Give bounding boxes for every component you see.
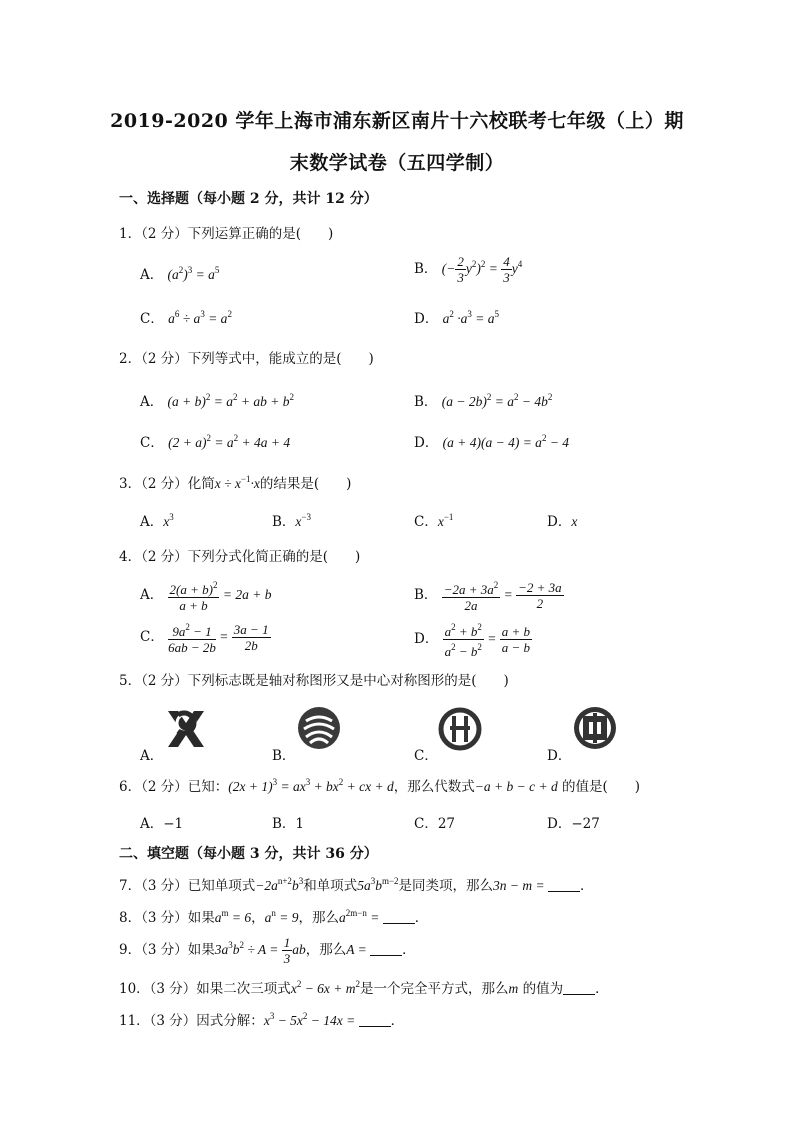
question-6-option-b[interactable]: B．1 [272,816,305,832]
question-5-option-c[interactable]: C． [414,748,438,764]
question-1-option-d[interactable]: D． $a^2 \cdot a^3 = a^5$ [414,309,499,327]
question-2-option-d[interactable]: D． $(a + 4)(a - 4) = a^2 - 4$ [414,433,570,451]
question-3-option-b[interactable]: B．$x^{-3}$ [272,512,311,530]
question-1-option-b[interactable]: B． (− $\frac{2}{3}$ $y^2)^2$ = $\frac{4}{3}$ $y^4$ [414,254,523,285]
section-heading-choice: 一、选择题（每小题 2 分，共计 12 分） [119,191,378,207]
question-6-stem: 6．（2 分）已知：$(2x + 1)^3 = ax^3 + bx^2$ + cx + d，那么代数式−a + b − c + d 的值是( ) [119,777,641,795]
question-1-option-a[interactable]: A． $(a^2)^3 = a^5$ [140,265,220,283]
question-6-option-a[interactable]: A．−1 [140,816,184,832]
question-9-stem: 9．（3 分）如果$3a^3b^2 \div A$ = $\frac{1}{3}$ ab，那么A = ． [119,935,416,966]
question-3-option-d[interactable]: D．x [547,514,578,530]
question-2-stem: 2．（2 分）下列等式中，能成立的是( ) [119,351,374,367]
question-1-option-c[interactable]: C． $a^6 \div a^3 = a^2$ [140,309,232,327]
question-4-stem: 4．（2 分）下列分式化简正确的是( ) [119,549,361,565]
question-5-option-a[interactable]: A． [140,748,164,764]
question-3-stem: 3．（2 分）化简$x \div x^{-1}\cdot x$的结果是( ) [119,474,352,492]
question-4-option-a[interactable]: A． $\frac{2(a + b)^2}{a + b}$ = 2a + b [140,580,272,613]
question-2-option-a[interactable]: A． $(a + b)^2 = a^2$ + ab + $b^2$ [140,392,295,410]
question-4-option-b[interactable]: B． $\frac{-2a + 3a^2}{2a}$ = $\frac{-2 + 3a}{2}$ [414,580,562,613]
question-8-stem: 8．（3 分）如果$a^m = 6$，$a^n = 9$，那么$a^{2m-n}$ = ． [119,908,429,926]
section-heading-fill: 二、填空题（每小题 3 分，共计 36 分） [119,846,378,862]
logo-d-icon [572,705,618,751]
question-2-option-c[interactable]: C． $(2 + a)^2 = a^2 + 4a + 4$ [140,433,291,451]
logo-c-icon [437,706,483,752]
question-4-option-c[interactable]: C． $\frac{9a^2 - 1}{6ab - 2b}$ = $\frac{3a - 1}{2b}$ [140,622,269,655]
answer-blank[interactable] [370,943,402,956]
answer-blank[interactable] [383,911,415,924]
question-6-option-d[interactable]: D．−27 [547,816,600,832]
question-2-option-b[interactable]: B． $(a - 2b)^2 = a^2 - 4b^2$ [414,392,553,410]
question-5-option-b[interactable]: B． [272,748,296,764]
answer-blank[interactable] [563,982,595,995]
question-7-stem: 7．（3 分）已知单项式$-2a^{n+2}b^3$和单项式$5a^3b^{m-2}$是同类项，那么3n − m = ． [119,876,594,894]
logo-b-icon [296,705,342,751]
logo-a-icon [160,703,212,749]
question-10-stem: 10．（3 分）如果二次三项式$x^2 - 6x + m^2$是一个完全平方式，那么m 的值为 ． [119,979,609,997]
exam-title-line2: 末数学试卷（五四学制） [289,152,505,174]
question-4-option-d[interactable]: D． $\frac{a^2 + b^2}{a^2 - b^2}$ = $\frac{a + b}{a - b}$ [414,622,531,659]
question-6-option-c[interactable]: C．27 [414,816,456,832]
question-1-stem: 1．（2 分）下列运算正确的是( ) [119,226,334,242]
answer-blank[interactable] [548,879,580,892]
exam-title-line1: 2019-2020 学年上海市浦东新区南片十六校联考七年级（上）期 [110,110,684,132]
question-11-stem: 11．（3 分）因式分解：$x^3 - 5x^2 - 14x$ = ． [119,1011,405,1029]
answer-blank[interactable] [359,1014,391,1027]
question-3-option-c[interactable]: C．$x^{-1}$ [414,512,454,530]
question-5-stem: 5．（2 分）下列标志既是轴对称图形又是中心对称图形的是( ) [119,673,509,689]
question-5-option-d[interactable]: D． [547,748,572,764]
question-3-option-a[interactable]: A．$x^3$ [140,512,174,530]
